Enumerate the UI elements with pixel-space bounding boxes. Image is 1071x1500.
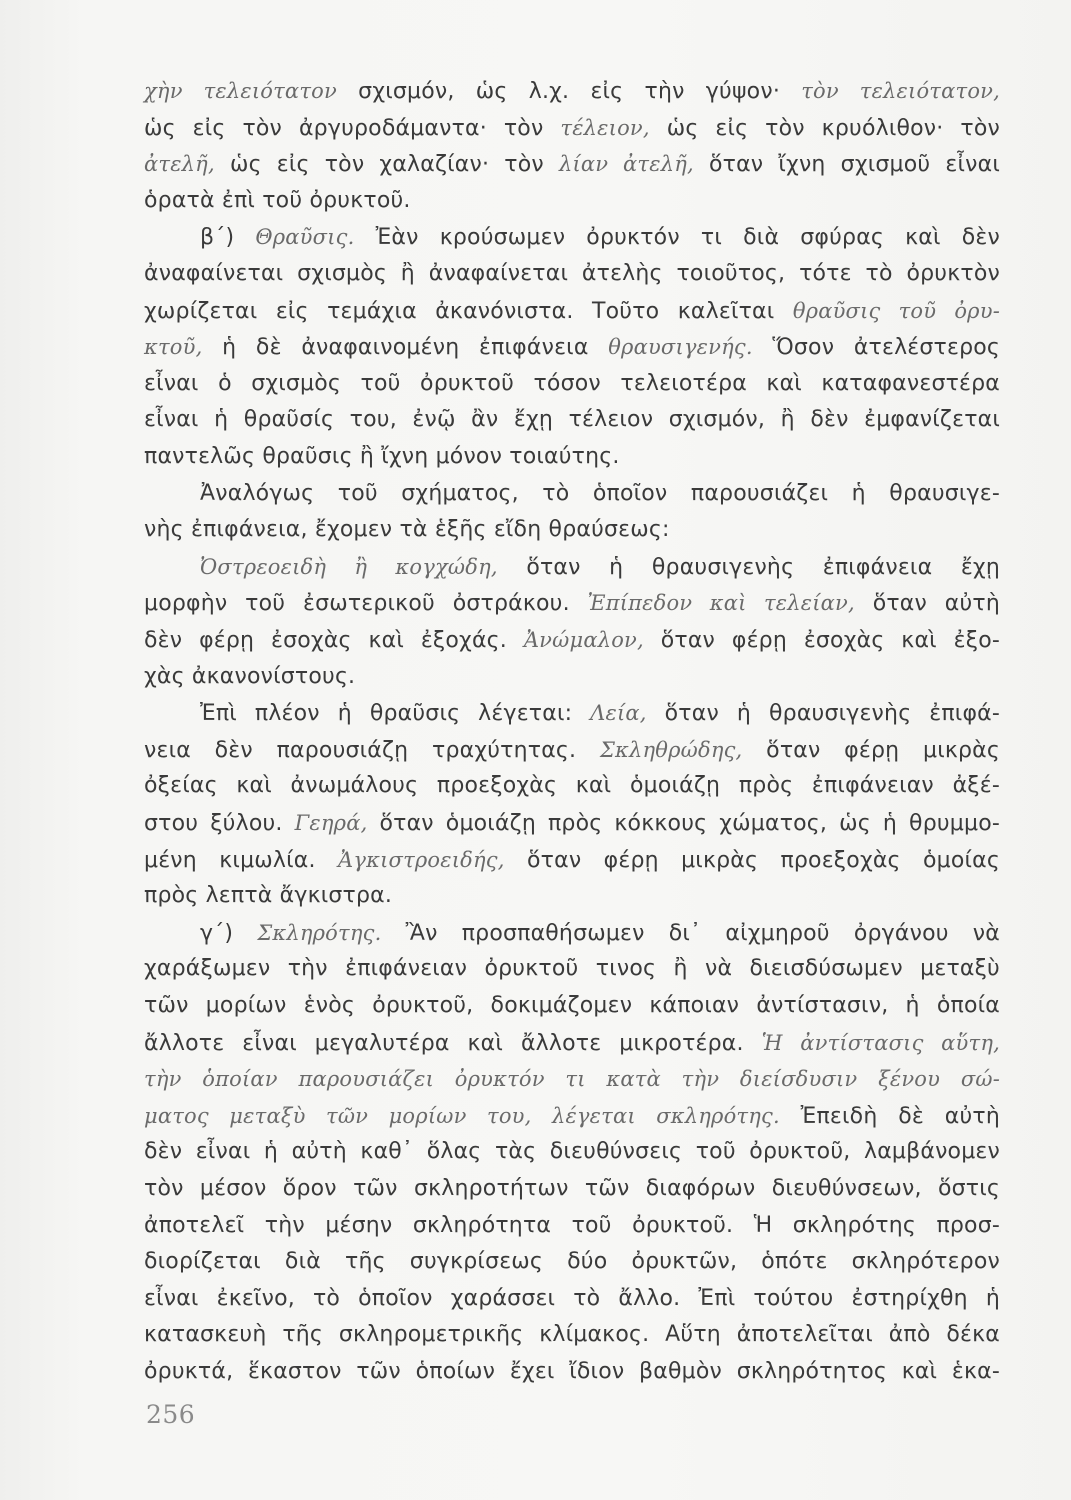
italic-term: τὴν ὁποίαν παρουσιάζει ὀρυκτόν τι κατὰ τὴν διείσδυσιν ξένου σώ- xyxy=(144,1067,1000,1092)
text-run: στου ξύλου. xyxy=(144,811,295,836)
text-run: ἀποτελεῖ τὴν μέσην σκληρότητα τοῦ ὀρυκτοῦ. Ἡ σκληρότης προσ- xyxy=(144,1212,1000,1238)
text-run: κατασκευὴ τῆς σκληρομετρικῆς κλίμακος. Αὕτη ἀποτελεῖται ἀπὸ δέκα xyxy=(144,1322,1000,1348)
text-line xyxy=(144,1245,1000,1279)
italic-term: Ἀγκιστροειδής, xyxy=(338,847,505,872)
text-run: ἀναφαίνεται σχισμὸς ἢ ἀναφαίνεται ἀτελὴς τοιοῦτος, τότε τὸ ὀρυκτὸν xyxy=(144,261,1000,286)
italic-term: τὸν τελειότατον, xyxy=(801,79,1001,103)
text-line xyxy=(144,843,1000,878)
text-run: Ὅσον ἀτελέστερος xyxy=(752,335,1001,361)
text-line xyxy=(144,879,392,913)
text-line xyxy=(144,403,1000,437)
text-line xyxy=(144,1135,1000,1169)
text-run: Ἀναλόγως τοῦ σχήματος, τὸ ὁποῖον παρουσιάζει ἡ θραυσιγε- xyxy=(200,480,1000,506)
italic-term: Σκληθρώδης, xyxy=(599,737,743,762)
text-run: Ἐὰν κρούσωμεν ὀρυκτόν τι διὰ σφύρας καὶ δὲν xyxy=(354,225,1000,251)
text-run: ὅταν φέρῃ μικρὰς xyxy=(742,737,1000,763)
italic-term: Ἀνώμαλον, xyxy=(523,628,644,652)
text-run: νεια δὲν παρουσιάζῃ τραχύτητας. xyxy=(144,737,600,763)
text-line xyxy=(144,220,1000,255)
text-line xyxy=(144,1318,1000,1352)
text-run: διορίζεται διὰ τῆς συγκρίσεως δύο ὀρυκτῶν, ὁπότε σκληρότερον xyxy=(144,1249,1000,1275)
text-run: εἶναι ὁ σχισμὸς τοῦ ὀρυκτοῦ τόσον τελειοτέρα καὶ καταφανεστέρα xyxy=(144,370,1000,396)
text-line xyxy=(144,623,1000,658)
italic-term: ματος μεταξὺ τῶν μορίων του, λέγεται σκληρότης. xyxy=(144,1103,780,1128)
text-run: χαράξωμεν τὴν ἐπιφάνειαν ὀρυκτοῦ τινος ἢ νὰ διεισδύσωμεν μεταξὺ xyxy=(144,956,1000,982)
text-line xyxy=(144,916,1000,951)
text-run: ὡς εἰς τὸν χαλαζίαν· τὸν xyxy=(214,152,559,178)
text-run: ὀξείας καὶ ἀνωμάλους προεξοχὰς καὶ ὁμοιάζῃ πρὸς ἐπιφάνειαν ἀξέ- xyxy=(144,773,1000,799)
text-run: γ΄) xyxy=(200,920,258,946)
italic-term: Ὀστρεοειδὴ ἢ κογχώδη, xyxy=(200,554,498,579)
text-run: ὀρυκτά, ἕκαστον τῶν ὁποίων ἔχει ἴδιον βαθμὸν σκληρότητος καὶ ἑκα- xyxy=(144,1359,1000,1384)
text-run: ὡς εἰς τὸν ἀργυροδάμαντα· τὸν xyxy=(144,115,561,141)
text-run: εἶναι ἐκεῖνο, τὸ ὁποῖον χαράσσει τὸ ἄλλο. Ἐπὶ τούτου ἐστηρίχθη ἡ xyxy=(144,1285,1000,1311)
text-run: δὲν φέρῃ ἐσοχὰς καὶ ἐξοχάς. xyxy=(144,628,524,653)
italic-term: Σκληρότης. xyxy=(257,920,382,945)
text-line xyxy=(144,769,1000,803)
text-run: ἄλλοτε εἶναι μεγαλυτέρα καὶ ἄλλοτε μικροτέρα. xyxy=(144,1030,762,1056)
text-run: ὁρατὰ ἐπὶ τοῦ ὀρυκτοῦ. xyxy=(144,187,411,213)
italic-term: κτοῦ, xyxy=(144,335,203,360)
text-run: παντελῶς θραῦσις ἢ ἴχνη μόνον τοιαύτης. xyxy=(144,444,620,469)
text-run: σχισμόν, ὡς λ.χ. εἰς τὴν γύψον· xyxy=(336,79,802,104)
text-line xyxy=(144,1026,1000,1061)
italic-term: Ἐπίπεδον καὶ τελείαν, xyxy=(587,591,855,616)
italic-term: Γεηρά, xyxy=(294,811,368,835)
italic-term: θραυσιγενής. xyxy=(608,335,753,360)
text-line xyxy=(144,1062,1000,1097)
text-line xyxy=(144,1355,1000,1389)
text-line xyxy=(144,111,1000,146)
italic-term: ἀτελῆ, xyxy=(144,152,215,177)
text-line xyxy=(144,550,1000,585)
text-run: ὅταν ἡ θραυσιγενὴς ἐπιφάνεια ἔχῃ xyxy=(497,554,1000,580)
italic-term: χὴν τελειότατον xyxy=(144,79,337,103)
text-run: β΄) xyxy=(200,225,256,251)
text-run: χὰς ἀκανονίστους. xyxy=(144,663,356,689)
text-run: ὅταν ἡ θραυσιγενὴς ἐπιφά- xyxy=(646,701,1000,727)
text-line xyxy=(144,330,1000,365)
italic-term: τέλειον, xyxy=(560,115,650,140)
text-run: Ἐπὶ πλέον ἡ θραῦσις λέγεται: xyxy=(200,701,591,727)
text-line xyxy=(144,733,1000,768)
text-run: μένη κιμωλία. xyxy=(144,847,339,873)
text-run: ὅταν φέρῃ μικρὰς προεξοχὰς ὁμοίας xyxy=(504,847,1000,873)
text-run: ὡς εἰς τὸν κρυόλιθον· τὸν xyxy=(649,115,1000,141)
text-line xyxy=(144,1099,1000,1134)
text-run: τῶν μορίων ἑνὸς ὀρυκτοῦ, δοκιμάζομεν κάποιαν ἀντίστασιν, ἡ ὁποία xyxy=(144,993,1000,1018)
text-line xyxy=(144,440,620,474)
text-run: ὅταν αὐτὴ xyxy=(854,591,1000,617)
text-line xyxy=(144,74,1000,109)
text-line xyxy=(144,586,1000,621)
text-run: πρὸς λεπτὰ ἄγκιστρα. xyxy=(144,883,393,909)
text-run: Ἂν προσπαθήσωμεν δι᾽ αἰχμηροῦ ὀργάνου νὰ xyxy=(381,920,1000,946)
text-run: ὅταν ἴχνη σχισμοῦ εἶναι xyxy=(693,152,1000,178)
italic-term: Λεία, xyxy=(590,701,647,726)
text-run: εἶναι ἡ θραῦσίς του, ἐνῷ ἂν ἔχῃ τέλειον σχισμόν, ἢ δὲν ἐμφανίζεται xyxy=(144,407,1000,433)
text-line xyxy=(144,257,1000,291)
text-line xyxy=(144,989,1000,1023)
text-line xyxy=(144,806,1000,841)
text-run: χωρίζεται εἰς τεμάχια ἀκανόνιστα. Τοῦτο καλεῖται xyxy=(144,298,793,324)
text-line xyxy=(144,294,1000,329)
text-line xyxy=(144,1282,1000,1316)
text-line xyxy=(144,660,355,694)
text-line xyxy=(144,1172,1000,1206)
text-run: Ἐπειδὴ δὲ αὐτὴ xyxy=(779,1103,1000,1129)
text-run: δὲν εἶναι ἡ αὐτὴ καθ᾽ ὅλας τὰς διευθύνσεις τοῦ ὀρυκτοῦ, λαμβάνομεν xyxy=(144,1139,1000,1165)
italic-term: Θραῦσις. xyxy=(255,225,355,250)
text-line xyxy=(144,696,1000,731)
text-run: ὅταν ὁμοιάζῃ πρὸς κόκκους χώματος, ὡς ἡ θρυμμο- xyxy=(367,811,1000,836)
italic-term: Ἡ ἀντίστασις αὕτη, xyxy=(761,1030,1000,1055)
text-run: νὴς ἐπιφάνεια, ἔχομεν τὰ ἑξῆς εἴδη θραύσεως: xyxy=(144,517,670,543)
text-run: μορφὴν τοῦ ἐσωτερικοῦ ὀστράκου. xyxy=(144,591,588,617)
text-line xyxy=(144,952,1000,986)
text-line xyxy=(144,184,411,218)
italic-term: λίαν ἀτελῆ, xyxy=(558,152,694,177)
text-line xyxy=(144,367,1000,401)
text-line xyxy=(144,477,1000,511)
page-number: 256 xyxy=(146,1400,196,1429)
text-run: τὸν μέσον ὅρον τῶν σκληροτήτων τῶν διαφόρων διευθύνσεων, ὅστις xyxy=(144,1176,1000,1201)
italic-term: θραῦσις τοῦ ὀρυ- xyxy=(792,298,1000,323)
text-run: ἡ δὲ ἀναφαινομένη ἐπιφάνεια xyxy=(202,335,609,361)
text-line xyxy=(144,147,1000,182)
text-line xyxy=(144,1209,1000,1243)
text-run: ὅταν φέρῃ ἐσοχὰς καὶ ἐξο- xyxy=(643,628,1000,653)
text-line xyxy=(144,513,670,547)
